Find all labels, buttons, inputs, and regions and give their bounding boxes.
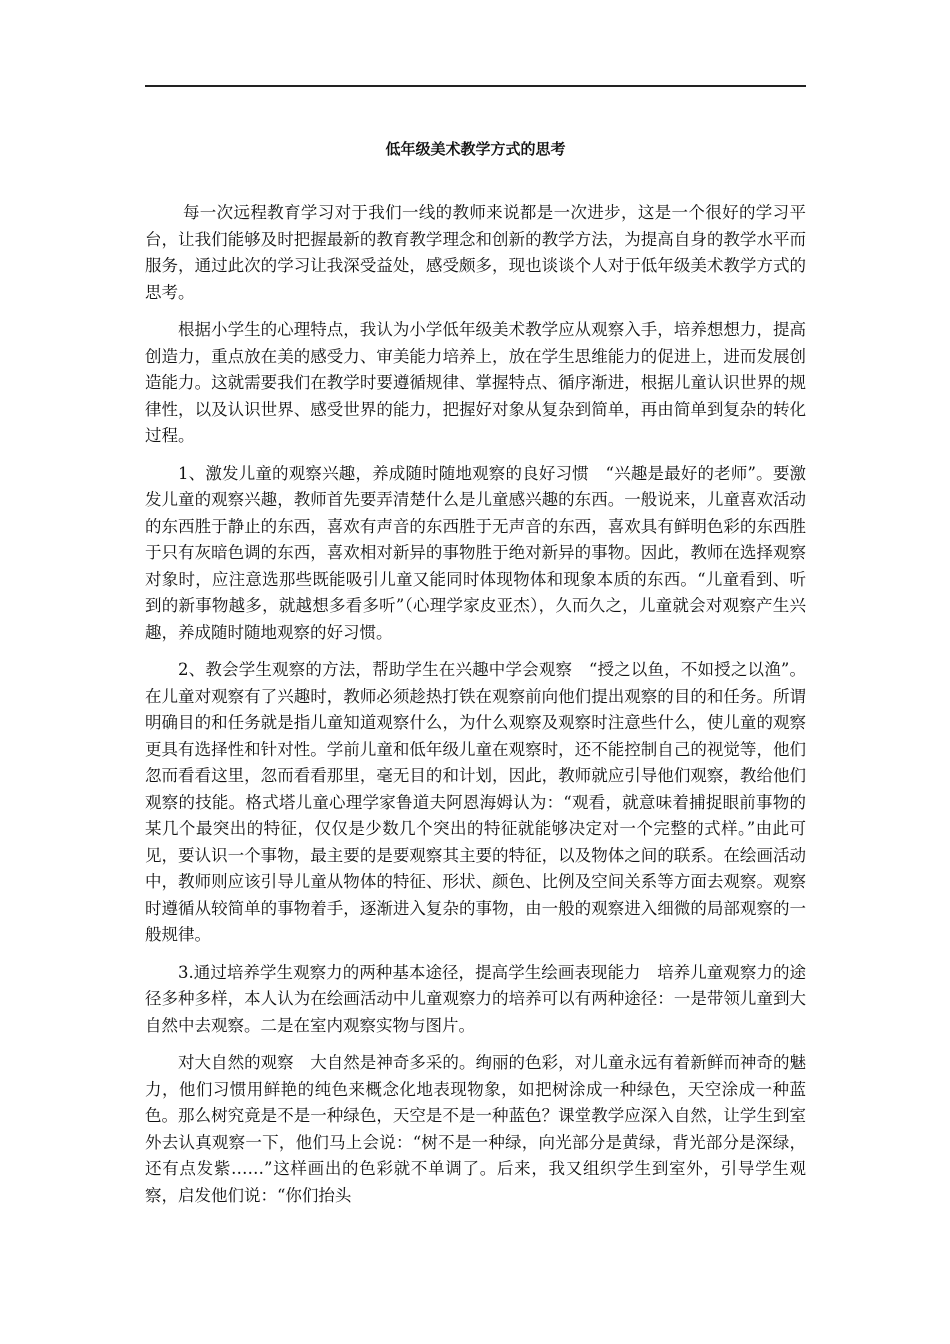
paragraph-section-1: 1、激发儿童的观察兴趣，养成随时随地观察的良好习惯 “兴趣是最好的老师”。要激发儿童的观察兴趣，教师首先要弄清楚什么是儿童感兴趣的东西。一般说来，儿童喜欢活动的东西胜于静止的东西，喜欢有声音的东西胜于无声音的东西，喜欢具有鲜明色彩的东西胜于只有灰暗色调的东西，喜欢相对新异的事物胜于绝对新异的事物。因此，教师在选择观察对象时，应注意选那些既能吸引儿童又能同时体现物体和现象本质的东西。“儿童看到、听到的新事物越多，就越想多看多听”（心理学家皮亚杰），久而久之，儿童就会对观察产生兴趣，养成随时随地观察的好习惯。 <box>145 463 806 642</box>
document-body <box>145 200 806 1220</box>
header-rule <box>145 85 806 87</box>
paragraph-section-2: 2、教会学生观察的方法，帮助学生在兴趣中学会观察 “授之以鱼，不如授之以渔”。在儿童对观察有了兴趣时，教师必须趁热打铁在观察前向他们提出观察的目的和任务。所谓明确目的和任务就是指儿童知道观察什么，为什么观察及观察时注意些什么，使儿童的观察更具有选择性和针对性。学前儿童和低年级儿童在观察时，还不能控制自己的视觉等，他们忽而看看这里，忽而看看那里，毫无目的和计划，因此，教师就应引导他们观察，教给他们观察的技能。格式塔儿童心理学家鲁道夫阿恩海姆认为：“观看，就意味着捕捉眼前事物的某几个最突出的特征，仅仅是少数几个突出的特征就能够决定对一个完整的式样。”由此可见，要认识一个事物，最主要的是要观察其主要的特征，以及物体之间的联系。在绘画活动中，教师则应该引导儿童从物体的特征、形状、颜色、比例及空间关系等方面去观察。观察时遵循从较简单的事物着手，逐渐进入复杂的事物，由一般的观察进入细微的局部观察的一般规律。 <box>145 660 806 944</box>
paragraph-intro: 每一次远程教育学习对于我们一线的教师来说都是一次进步，这是一个很好的学习平台，让我们能够及时把握最新的教育教学理念和创新的教学方法，为提高自身的教学水平而服务，通过此次的学习让我深受益处，感受颇多，现也谈谈个人对于低年级美术教学方式的思考。 <box>145 203 806 302</box>
paragraph-psychology: 根据小学生的心理特点，我认为小学低年级美术教学应从观察入手，培养想想力，提高创造力，重点放在美的感受力、审美能力培养上，放在学生思维能力的促进上，进而发展创造能力。这就需要我们在教学时要遵循规律、掌握特点、循序渐进，根据儿童认识世界的规律性，以及认识世界、感受世界的能力，把握好对象从复杂到简单，再由简单到复杂的转化过程。 <box>145 320 806 445</box>
paragraph-section-3: 3.通过培养学生观察力的两种基本途径，提高学生绘画表现能力 培养儿童观察力的途径多种多样，本人认为在绘画活动中儿童观察力的培养可以有两种途径：一是带领儿童到大自然中去观察。二是在室内观察实物与图片。 <box>145 962 806 1035</box>
paragraph-nature-observation: 对大自然的观察 大自然是神奇多采的。绚丽的色彩，对儿童永远有着新鲜而神奇的魅力，他们习惯用鲜艳的纯色来概念化地表现物象，如把树涂成一种绿色，天空涂成一种蓝色。那么树究竟是不是一种绿色，天空是不是一种蓝色？课堂教学应深入自然，让学生到室外去认真观察一下，他们马上会说：“树不是一种绿，向光部分是黄绿，背光部分是深绿，还有点发紫……”这样画出的色彩就不单调了。后来，我又组织学生到室外，引导学生观察，启发他们说：“你们抬头 <box>145 1053 806 1205</box>
document-title: 低年级美术教学方式的思考 <box>385 140 566 158</box>
